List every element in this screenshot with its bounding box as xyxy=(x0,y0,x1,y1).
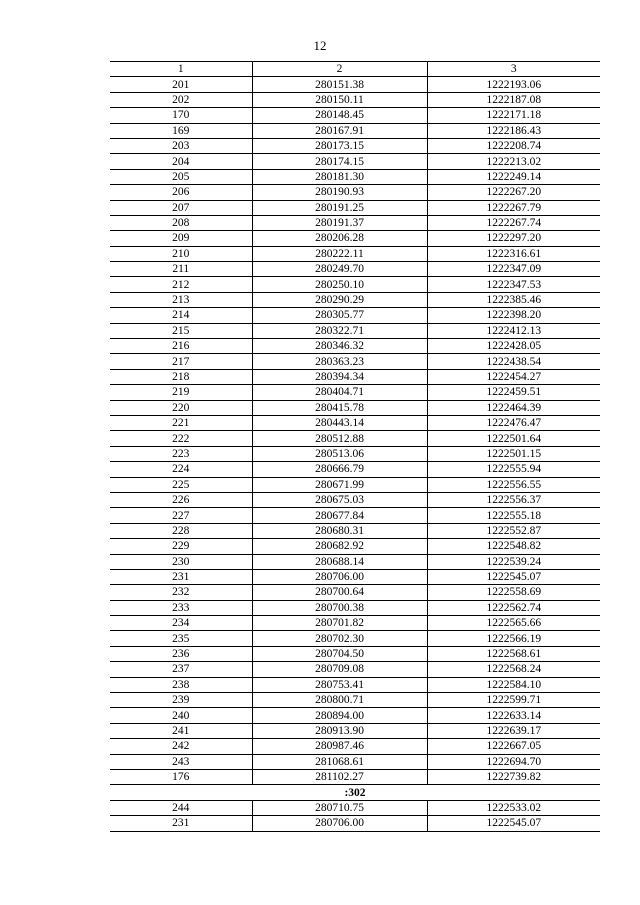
cell-x-coordinate: 280709.08 xyxy=(252,662,427,677)
table-row xyxy=(110,508,600,523)
cell-y-coordinate: 1222267.74 xyxy=(427,215,600,230)
cell-point-number: 217 xyxy=(110,354,252,369)
cell-y-coordinate: 1222545.07 xyxy=(427,569,600,584)
cell-y-coordinate: 1222316.61 xyxy=(427,246,600,261)
cell-point-number: 236 xyxy=(110,646,252,661)
cell-x-coordinate: 280190.93 xyxy=(252,185,427,200)
cell-y-coordinate: 1222633.14 xyxy=(427,708,600,723)
cell-y-coordinate: 1222556.37 xyxy=(427,492,600,507)
cell-y-coordinate: 1222565.66 xyxy=(427,616,600,631)
cell-point-number: 230 xyxy=(110,554,252,569)
table-row xyxy=(110,600,600,615)
cell-y-coordinate: 1222501.64 xyxy=(427,431,600,446)
cell-x-coordinate: 280148.45 xyxy=(252,108,427,123)
cell-point-number: 209 xyxy=(110,231,252,246)
cell-point-number: 204 xyxy=(110,154,252,169)
cell-point-number: 238 xyxy=(110,677,252,692)
table-row xyxy=(110,231,600,246)
cell-x-coordinate: 280702.30 xyxy=(252,631,427,646)
cell-x-coordinate: 280222.11 xyxy=(252,246,427,261)
cell-x-coordinate: 280682.92 xyxy=(252,539,427,554)
cell-y-coordinate: 1222428.05 xyxy=(427,339,600,354)
table-row xyxy=(110,185,600,200)
cell-x-coordinate: 280671.99 xyxy=(252,477,427,492)
cell-x-coordinate: 280666.79 xyxy=(252,462,427,477)
cell-y-coordinate: 1222548.82 xyxy=(427,539,600,554)
cell-y-coordinate: 1222267.20 xyxy=(427,185,600,200)
cell-point-number: 221 xyxy=(110,415,252,430)
cell-point-number: 202 xyxy=(110,92,252,107)
table-row xyxy=(110,215,600,230)
cell-y-coordinate: 1222584.10 xyxy=(427,677,600,692)
table-row xyxy=(110,123,600,138)
cell-y-coordinate: 1222568.24 xyxy=(427,662,600,677)
cell-point-number: 222 xyxy=(110,431,252,446)
cell-x-coordinate: 280704.50 xyxy=(252,646,427,661)
cell-x-coordinate: 280322.71 xyxy=(252,323,427,338)
coordinates-table xyxy=(110,61,600,832)
cell-x-coordinate: 281068.61 xyxy=(252,754,427,769)
cell-y-coordinate: 1222562.74 xyxy=(427,600,600,615)
cell-x-coordinate: 280363.23 xyxy=(252,354,427,369)
cell-x-coordinate: 280688.14 xyxy=(252,554,427,569)
table-row xyxy=(110,616,600,631)
cell-x-coordinate: 280987.46 xyxy=(252,739,427,754)
table-body-main xyxy=(110,77,600,785)
cell-x-coordinate: 280290.29 xyxy=(252,292,427,307)
cell-x-coordinate: 280677.84 xyxy=(252,508,427,523)
table-row xyxy=(110,754,600,769)
column-header-y: 3 xyxy=(427,62,600,77)
table-row xyxy=(110,108,600,123)
cell-x-coordinate: 280753.41 xyxy=(252,677,427,692)
cell-point-number: 241 xyxy=(110,723,252,738)
cell-y-coordinate: 1222347.53 xyxy=(427,277,600,292)
cell-y-coordinate: 1222459.51 xyxy=(427,385,600,400)
table-row xyxy=(110,477,600,492)
table-row xyxy=(110,339,600,354)
cell-point-number: 210 xyxy=(110,246,252,261)
table-row xyxy=(110,354,600,369)
cell-y-coordinate: 1222555.18 xyxy=(427,508,600,523)
cell-x-coordinate: 280415.78 xyxy=(252,400,427,415)
cell-point-number: 229 xyxy=(110,539,252,554)
table-row xyxy=(110,554,600,569)
table-section xyxy=(110,785,600,800)
table-row xyxy=(110,277,600,292)
cell-point-number: 223 xyxy=(110,446,252,461)
cell-x-coordinate: 280710.75 xyxy=(252,800,427,815)
cell-point-number: 242 xyxy=(110,739,252,754)
cell-point-number: 207 xyxy=(110,200,252,215)
table-row xyxy=(110,446,600,461)
cell-y-coordinate: 1222193.06 xyxy=(427,77,600,92)
cell-x-coordinate: 280680.31 xyxy=(252,523,427,538)
cell-x-coordinate: 280700.64 xyxy=(252,585,427,600)
cell-y-coordinate: 1222558.69 xyxy=(427,585,600,600)
cell-x-coordinate: 280894.00 xyxy=(252,708,427,723)
cell-point-number: 212 xyxy=(110,277,252,292)
table-row xyxy=(110,462,600,477)
cell-y-coordinate: 1222545.07 xyxy=(427,816,600,831)
cell-y-coordinate: 1222398.20 xyxy=(427,308,600,323)
table-row xyxy=(110,723,600,738)
table-row xyxy=(110,169,600,184)
cell-x-coordinate: 280167.91 xyxy=(252,123,427,138)
table-row xyxy=(110,631,600,646)
cell-y-coordinate: 1222187.08 xyxy=(427,92,600,107)
table-row xyxy=(110,800,600,815)
cell-y-coordinate: 1222694.70 xyxy=(427,754,600,769)
table-row xyxy=(110,769,600,784)
cell-x-coordinate: 280191.37 xyxy=(252,215,427,230)
cell-x-coordinate: 280346.32 xyxy=(252,339,427,354)
cell-point-number: 220 xyxy=(110,400,252,415)
cell-point-number: 235 xyxy=(110,631,252,646)
cell-y-coordinate: 1222552.87 xyxy=(427,523,600,538)
table-row xyxy=(110,200,600,215)
cell-x-coordinate: 280404.71 xyxy=(252,385,427,400)
section-heading: :302 xyxy=(110,785,600,800)
cell-y-coordinate: 1222454.27 xyxy=(427,369,600,384)
table-row xyxy=(110,523,600,538)
cell-x-coordinate: 280394.34 xyxy=(252,369,427,384)
table-row xyxy=(110,693,600,708)
table-row xyxy=(110,585,600,600)
cell-point-number: 213 xyxy=(110,292,252,307)
cell-y-coordinate: 1222213.02 xyxy=(427,154,600,169)
cell-y-coordinate: 1222347.09 xyxy=(427,262,600,277)
cell-x-coordinate: 280700.38 xyxy=(252,600,427,615)
cell-x-coordinate: 280181.30 xyxy=(252,169,427,184)
cell-point-number: 211 xyxy=(110,262,252,277)
cell-y-coordinate: 1222639.17 xyxy=(427,723,600,738)
cell-x-coordinate: 280150.11 xyxy=(252,92,427,107)
table-row xyxy=(110,292,600,307)
cell-y-coordinate: 1222533.02 xyxy=(427,800,600,815)
table-row xyxy=(110,677,600,692)
table-row xyxy=(110,816,600,831)
table-row xyxy=(110,646,600,661)
cell-point-number: 215 xyxy=(110,323,252,338)
table-row xyxy=(110,400,600,415)
cell-y-coordinate: 1222599.71 xyxy=(427,693,600,708)
table-row xyxy=(110,369,600,384)
cell-x-coordinate: 280800.71 xyxy=(252,693,427,708)
cell-point-number: 205 xyxy=(110,169,252,184)
table-row xyxy=(110,662,600,677)
cell-y-coordinate: 1222171.18 xyxy=(427,108,600,123)
table-row xyxy=(110,385,600,400)
cell-point-number: 228 xyxy=(110,523,252,538)
page-number: 12 xyxy=(313,38,327,53)
cell-y-coordinate: 1222566.19 xyxy=(427,631,600,646)
cell-point-number: 176 xyxy=(110,769,252,784)
table-row xyxy=(110,92,600,107)
cell-x-coordinate: 280191.25 xyxy=(252,200,427,215)
cell-x-coordinate: 280250.10 xyxy=(252,277,427,292)
cell-x-coordinate: 280675.03 xyxy=(252,492,427,507)
cell-point-number: 234 xyxy=(110,616,252,631)
table-row xyxy=(110,431,600,446)
cell-point-number: 231 xyxy=(110,569,252,584)
section-heading-row xyxy=(110,785,600,800)
cell-point-number: 243 xyxy=(110,754,252,769)
cell-y-coordinate: 1222385.46 xyxy=(427,292,600,307)
cell-y-coordinate: 1222739.82 xyxy=(427,769,600,784)
cell-y-coordinate: 1222438.54 xyxy=(427,354,600,369)
cell-x-coordinate: 280913.90 xyxy=(252,723,427,738)
cell-y-coordinate: 1222186.43 xyxy=(427,123,600,138)
table-row xyxy=(110,262,600,277)
cell-point-number: 225 xyxy=(110,477,252,492)
table-row xyxy=(110,138,600,153)
cell-x-coordinate: 280206.28 xyxy=(252,231,427,246)
table-header-row xyxy=(110,62,600,77)
table-row xyxy=(110,708,600,723)
column-header-point: 1 xyxy=(110,62,252,77)
cell-point-number: 240 xyxy=(110,708,252,723)
table-row xyxy=(110,323,600,338)
table-row xyxy=(110,308,600,323)
cell-point-number: 231 xyxy=(110,816,252,831)
cell-x-coordinate: 280249.70 xyxy=(252,262,427,277)
column-header-x: 2 xyxy=(252,62,427,77)
cell-point-number: 214 xyxy=(110,308,252,323)
cell-point-number: 239 xyxy=(110,693,252,708)
table-row xyxy=(110,739,600,754)
table-row xyxy=(110,154,600,169)
cell-x-coordinate: 280706.00 xyxy=(252,816,427,831)
cell-point-number: 203 xyxy=(110,138,252,153)
cell-point-number: 227 xyxy=(110,508,252,523)
cell-y-coordinate: 1222267.79 xyxy=(427,200,600,215)
cell-x-coordinate: 280151.38 xyxy=(252,77,427,92)
cell-y-coordinate: 1222249.14 xyxy=(427,169,600,184)
cell-point-number: 224 xyxy=(110,462,252,477)
cell-y-coordinate: 1222667.05 xyxy=(427,739,600,754)
table-body-section xyxy=(110,800,600,831)
cell-x-coordinate: 280512.88 xyxy=(252,431,427,446)
cell-point-number: 170 xyxy=(110,108,252,123)
cell-y-coordinate: 1222568.61 xyxy=(427,646,600,661)
cell-y-coordinate: 1222556.55 xyxy=(427,477,600,492)
cell-point-number: 201 xyxy=(110,77,252,92)
cell-point-number: 237 xyxy=(110,662,252,677)
cell-x-coordinate: 280706.00 xyxy=(252,569,427,584)
cell-point-number: 169 xyxy=(110,123,252,138)
table-row xyxy=(110,77,600,92)
cell-point-number: 232 xyxy=(110,585,252,600)
cell-y-coordinate: 1222501.15 xyxy=(427,446,600,461)
table-row xyxy=(110,569,600,584)
table-row xyxy=(110,492,600,507)
cell-y-coordinate: 1222464.39 xyxy=(427,400,600,415)
cell-y-coordinate: 1222297.20 xyxy=(427,231,600,246)
cell-point-number: 216 xyxy=(110,339,252,354)
cell-point-number: 233 xyxy=(110,600,252,615)
cell-point-number: 208 xyxy=(110,215,252,230)
cell-point-number: 226 xyxy=(110,492,252,507)
table-row xyxy=(110,415,600,430)
table-row xyxy=(110,246,600,261)
cell-x-coordinate: 280173.15 xyxy=(252,138,427,153)
cell-x-coordinate: 281102.27 xyxy=(252,769,427,784)
cell-point-number: 218 xyxy=(110,369,252,384)
cell-point-number: 219 xyxy=(110,385,252,400)
cell-y-coordinate: 1222539.24 xyxy=(427,554,600,569)
cell-point-number: 206 xyxy=(110,185,252,200)
cell-x-coordinate: 280443.14 xyxy=(252,415,427,430)
cell-x-coordinate: 280305.77 xyxy=(252,308,427,323)
cell-point-number: 244 xyxy=(110,800,252,815)
cell-y-coordinate: 1222476.47 xyxy=(427,415,600,430)
cell-x-coordinate: 280701.82 xyxy=(252,616,427,631)
cell-x-coordinate: 280513.06 xyxy=(252,446,427,461)
table-row xyxy=(110,539,600,554)
cell-y-coordinate: 1222208.74 xyxy=(427,138,600,153)
cell-y-coordinate: 1222555.94 xyxy=(427,462,600,477)
cell-y-coordinate: 1222412.13 xyxy=(427,323,600,338)
cell-x-coordinate: 280174.15 xyxy=(252,154,427,169)
